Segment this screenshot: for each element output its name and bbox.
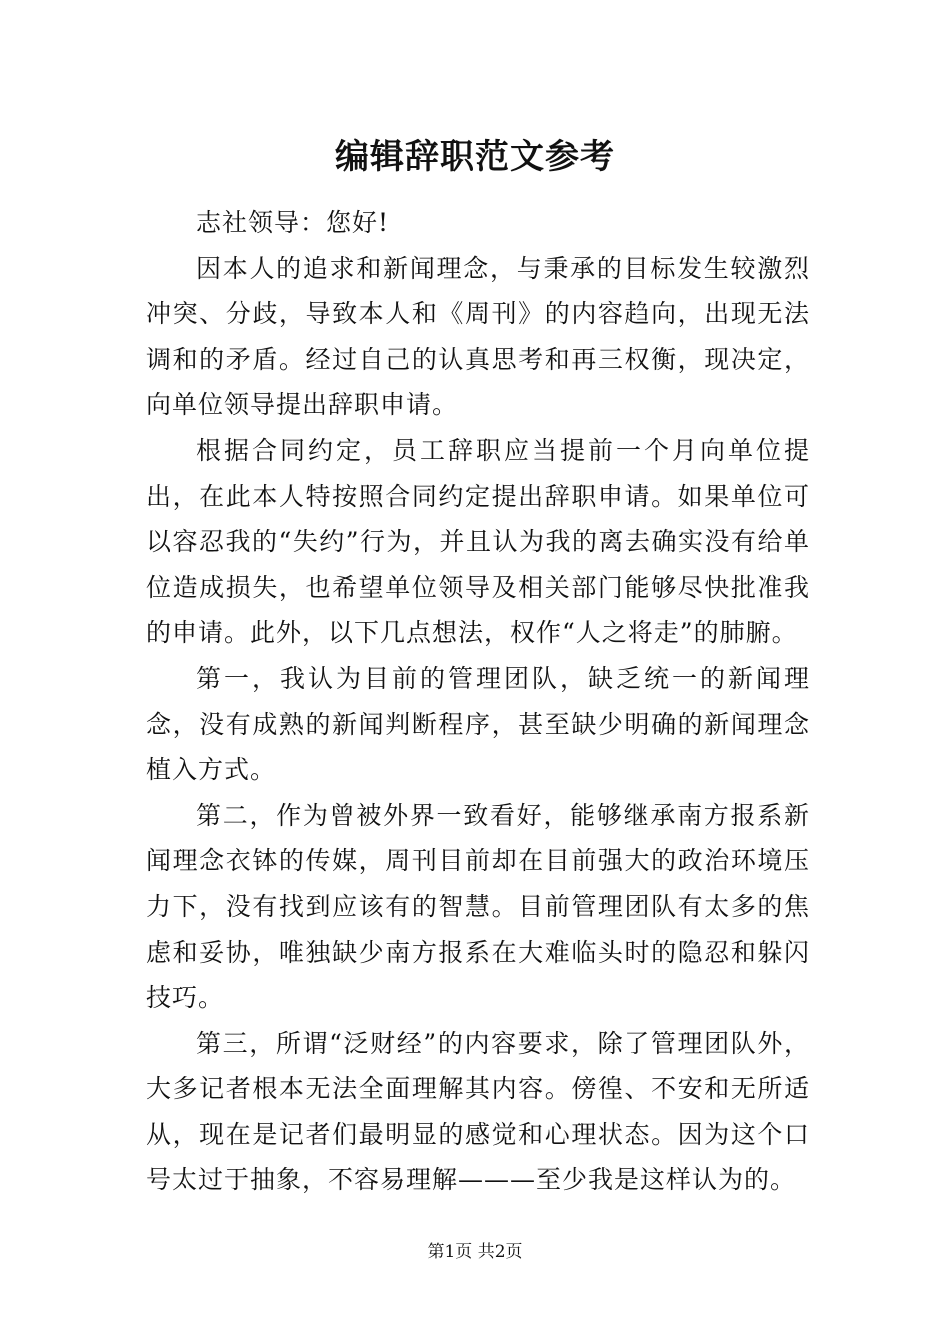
paragraph-reason: 因本人的追求和新闻理念，与秉承的目标发生较激烈冲突、分歧，导致本人和《周刊》的内容趋向，出现无法调和的矛盾。经过自己的认真思考和再三权衡，现决定，向单位领导提出辞职申请。	[146, 253, 810, 420]
paragraph-greeting: 志社领导：您好!	[196, 208, 390, 237]
document-title: 编辑辞职范文参考	[335, 137, 615, 177]
paragraph-point-two: 第二，作为曾被外界一致看好，能够继承南方报系新闻理念衣钵的传媒，周刊目前却在目前强大的政治环境压力下，没有找到应该有的智慧。目前管理团队有太多的焦虑和妥协，唯独缺少南方报系在大难临头时的隐忍和躲闪技巧。	[146, 800, 810, 1013]
paragraph-point-three: 第三，所谓“泛财经”的内容要求，除了管理团队外，大多记者根本无法全面理解其内容。傍徨、不安和无所适从，现在是记者们最明显的感觉和心理状态。因为这个口号太过于抽象，不容易理解———至少我是这样认为的。	[146, 1028, 810, 1195]
paragraph-contract: 根据合同约定，员工辞职应当提前一个月向单位提出，在此本人特按照合同约定提出辞职申请。如果单位可以容忍我的“失约”行为，并且认为我的离去确实没有给单位造成损失，也希望单位领导及相关部门能够尽快批准我的申请。此外，以下几点想法，权作“人之将走”的肺腑。	[146, 435, 810, 648]
paragraph-point-one: 第一，我认为目前的管理团队，缺乏统一的新闻理念，没有成熟的新闻判断程序，甚至缺少明确的新闻理念植入方式。	[146, 663, 810, 785]
document-body	[146, 200, 810, 1203]
page-number-footer: 第1页 共2页	[427, 1242, 523, 1262]
